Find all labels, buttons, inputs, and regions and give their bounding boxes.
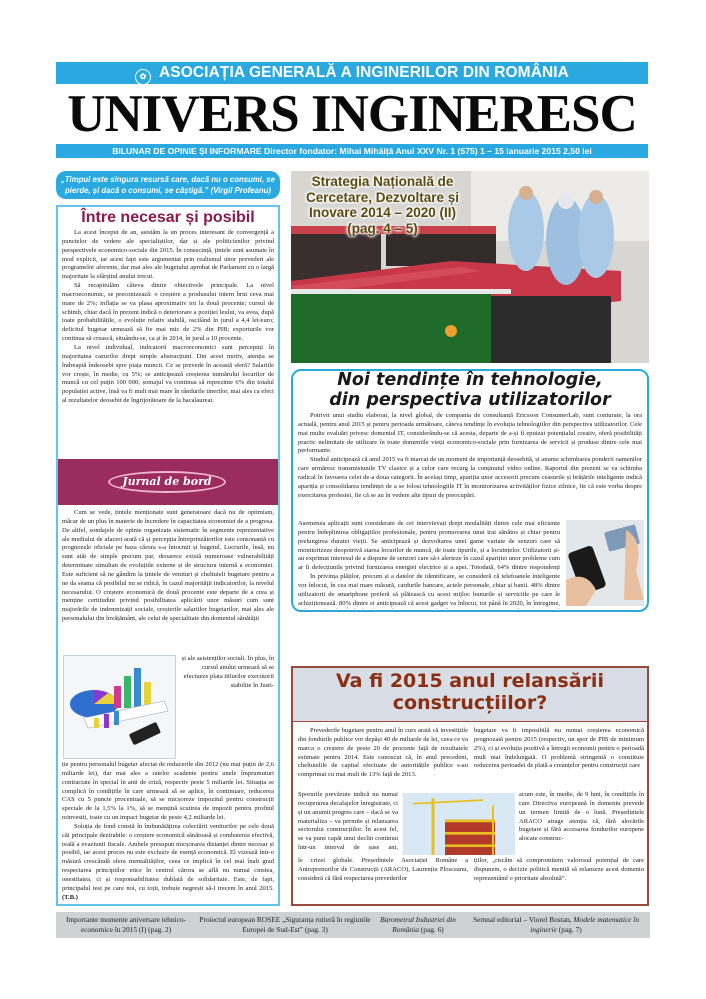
agir-logo-icon: ✿ <box>135 69 151 84</box>
footer-item-text: Importante momente aniversare tehnico-economice în 2015 (I) <box>65 915 187 934</box>
footer-item-text: Semnal editorial – Viorel Bostan, <box>472 915 572 924</box>
issue-info-bar: BILUNAR DE OPINIE ȘI INFORMARE Director fondator: Mihai Mihăiță Anul XXV Nr. 1 (575) 1 – 15 ianuarie 2015 2,50 lei <box>56 144 648 158</box>
article-construction-title-line1: Va fi 2015 anul relansării <box>336 670 604 692</box>
paragraph: țiilor, „riscăm să compromitem valorosul potențial de care dispunem, o decizie politică menită să relanseze acest domeniu reprezentând o prioritate absolută”. <box>474 857 644 882</box>
article-construction-col1-c <box>298 857 468 903</box>
article-editorial-end <box>62 761 274 904</box>
footer-item-text: Proiectul european ROSEE „Siguranța rutieră în regiunile Europei de Sud-Est” <box>199 915 371 934</box>
paragraph: bugetare va fi imposibilă nu numai creșterea economică prognozată pentru 2015 (respectiv, un spor de PIB de minimum 2%), ci și evoluția pozitivă a întregii economii pentru o perioadă mult mai îndelungată. O problemă stringentă o constituie reducerea perioadei de plată a creanțelor pentru construcții care <box>474 727 644 770</box>
article-editorial-body <box>62 509 274 651</box>
charts-illustration-icon <box>64 656 176 759</box>
crane-icon <box>403 793 515 855</box>
association-name: ASOCIAȚIA GENERALĂ A INGINERILOR DIN ROMÂNIA <box>159 64 569 81</box>
footer-item-page: (pag. 7) <box>558 924 582 934</box>
paragraph: La nivel individual, indicatorii macroeconomici sunt percepuți în majoritatea cazurilor drept simple abstracțiuni. Din acest motiv, atenția se îndreaptă îndeosebi spre piața muncii. Ce se prevede în această sferă? Salariile vor crește, în medie, cu 5%; se anticipează creșterea numărului locurilor de muncă cu cel puțin 100 000; șomajul va continua să reprezinte 6% din totalul populației active, însă va fi mult mai mare în rândurile tinerilor, mai ales ca efect al rezultatelor deosebit de îngrijorătoare de la bacalaureat. <box>62 343 274 405</box>
footer-item-page: (pag. 2) <box>148 924 172 934</box>
footer-item-page: (pag. 6) <box>420 924 444 934</box>
feature-photo-caption[interactable]: Strategia Națională de Cercetare, Dezvoltare și Inovare 2014 – 2020 (II) (pag. 4 – 5) <box>305 174 460 236</box>
masthead-title: UNIVERS INGINERESC <box>67 86 637 142</box>
paragraph: Cum se vede, țintele menționate sunt generatoare dacă nu de optimism, măcar de un plus în materie de încredere în capacitatea economiei de a progresa. De altfel, sondajele de opinie organizate sistematic în segmente reprezentative ale mediului de afaceri arată că și percepția întreprinzătorilor este consonantă cu prognozele oficiale pe baza cărora s-a întocmit și bugetul. Lucrurile, însă, nu sunt atât de simple precum par, deoarece există numeroase vulnerabilități determinate simultan de evoluțiile externe și de structura internă a economiei. Este suficient să ne gândim la țintele de venituri și cheltuieli bugetare pentru a ne da seama că posibilul nu se ridică, în cazul majorității indicatorilor, la nivelul necesarului. O creștere economică de două procente este departe de a crea și menține certitudini privind posibilitatea aplicării unor măsuri cum sunt majorările de indemnizații sociale, creșterile salariilor bugetarilor, mai ales ale personalului din învățământ, ale celui de specialitate din domeniul sănătății <box>62 509 274 623</box>
association-banner <box>56 62 648 84</box>
article-tech-title-line1: Noi tendințe în tehnologie, <box>337 370 603 390</box>
paragraph: Prevederile bugetare pentru anul în curs arată că investițiile din fondurile publice vor depăși 40 de miliarde de lei, ceea ce va marca o creștere de peste 20 de procente față de rezultatele estimate pentru 2014. Este cunoscut că, în anul precedent, cheltuielile de capital efectuate de autoritățile publice s-au comprimat cu mai mult de 13% față de 2013. <box>298 727 468 779</box>
footer-item[interactable] <box>196 912 374 938</box>
paragraph: Să recapitulăm câteva dintre obiectivele principale. La nivel macroeconomic, se preconizează: o creștere a produsului intern brut ceva mai mare de 2%; inflația se va plasa aproximativ tot la două procente; cursul de schimb, chiar dacă în prezent indică o deteriorare a poziției leului, va avea, după toate probabilitățile, o evoluție relativ stabilă, oscilând în jurul a 4,4 lei/euro; deficitul bugetar urmează să fie mai mic de 2% din PIB; exporturile vor continua să crească, situându-se, ca și în 2014, în jurul a 10 procente. <box>62 282 274 343</box>
paragraph-text: Soluția de fond constă în îmbunătățirea colectării veniturilor pe cele două căi principale dezirabile: o creștere economică sănătoasă și combaterea efectivă, reală a evaziunii fiscale. Ambele presupun micșorarea distanței dintre necesar și posibil, iar acest proces nu este exclusiv de esență economică. El vizează într-o măsură crescândă sfera mentalităților, ceea ce implică în cel mai înalt grad respectarea principiilor etice în centrul cărora se află nu numai cinstea, onestitatea, ci și responsabilitatea dublată de solidaritate. Este, de fapt, principalul test pe care noi, cu toții, trebuie negreșit să-l trecem în anul 2015. <box>62 822 274 892</box>
article-construction-col1-a <box>298 727 468 789</box>
paragraph: În privința plăților, precum și a datelor de identificare, se consideră că telefoanele inteligente vor înlocui, în cea mai mare măsură, cardurile bancare, actele personale, chiar și banii. 48% dintre utilizatorii de smartphone preferă să plătească cu acest mijloc bunurile și serviciile pe care le achiziționează. 80% dintre ei anticipează că acest gadget va înlocui, tot până în 2020, în întregime, <box>298 573 560 607</box>
article-construction-col2-a <box>474 727 644 789</box>
paragraph: La acest început de an, asistăm la un proces interesant de convergență a punctelor de vedere ale specialiștilor, dar și ale politicienilor privind perspectivele economico-sociale din 2015. În consecință, țintele sunt asumate în mod explicit, iar acest fapt este argumentat prin realismul unor prevederi ale programelor aferente, dar mai ales ale bugetului aprobat de Parlament cu o largă majoritate la sfârșitul anului trecut. <box>62 229 274 281</box>
paragraph: acum este, în medie, de 9 luni, în condițiile în care Directiva europeană în domeniu prevede un termen limită de o lună. Președintele ARACO atrage atenția că, fără alocările bugetare și fără accesarea fondurilor europene alocate construc- <box>519 791 644 843</box>
article-tech-payments <box>298 573 560 609</box>
article-editorial-title: Între necesar și posibil <box>81 209 255 226</box>
paragraph: Studiul anticipează că anul 2015 va fi marcat de un moment de importanță deosebită, și anume schimbarea ponderii oamenilor care urmăresc transmisiunile TV clasice și a celor care recurg la conținutul video online. Raportul din prezent se va schimba radical în favoarea celei de-a doua categorii. În același timp, apariția unor accesorii precum ceasurile și brățările inteligente indică apariția și consolidarea tendinței de a se folosi tehnologiile IT în monitorizarea activităților fizice zilnice, fie că este vorba despre exercitarea profesiei, fie că se au în vedere alte tipuri de preocupări. <box>298 456 642 499</box>
article-tech-title-line2: din perspectiva utilizatorilor <box>329 389 611 410</box>
paragraph: Sporurile prevăzute indică nu numai recuperarea decalajelor înregistrate, ci și un anumit progres care – dacă se va materializa – va permite și relansarea sectorului construcțiilor. În acest fel, se va pune capăt unui declin continuu într-un interval de șase ani, <box>298 791 398 852</box>
footer-item[interactable] <box>374 912 462 938</box>
footer-item-italic: Modele matematice în inginerie <box>530 915 640 934</box>
article-tech-body <box>298 412 642 518</box>
paragraph: ție pentru personalul bugetar afectat de reducerile din 2012 (nu mai puțin de 2,6 miliarde lei), dar mai ales a ratelor scadente pentru unele împrumuturi contractate în special în anii de criză, respectiv peste 5 miliarde lei. Situația se complică în condițiile în care urmează să se aplice, în continuare, reducerea CAS cu 5 puncte procentuale, să se micșoreze impozitul pentru construcții speciale de la 1,5% la 1%, să se mențină scutirea de impozit pentru profitul reinvestit, toate cu un impact bugetar de peste 4,2 miliarde lei. <box>62 761 274 822</box>
article-tech-title <box>296 371 644 410</box>
signature: (T.B.) <box>62 893 78 901</box>
article-construction-title-line2: construcțiilor? <box>392 692 548 714</box>
paragraph <box>62 823 274 903</box>
paragraph: și ale asistenților sociali. În plus, în cursul anului urmează să se efectueze plata titlurilor executorii stabilite în Justi- <box>181 655 274 689</box>
section-label-jurnal-de-bord: Jurnal de bord <box>108 471 226 493</box>
paragraph: Asemenea aplicații sunt considerate de cei intervievați drept modalități dintre cele mai eficiente pentru îndeplinirea obligațiilor profesionale, pentru promovarea unui trai sănătos și chiar pentru prelungirea duratei vieții. Se anticipează și dezvoltarea unei game variate de senzori care să monitorizeze deopotrivă starea locurilor de muncă, de toate tipurile, și a locuințelor. Utilizatorii și-au exprimat interesul de a dispune de senzori care să-i alerteze în cazul apariției unor probleme cum ar fi defecțiunile privind furnizarea energiei electrice și a apei. Totodată, 64% dintre respondenți <box>298 520 560 572</box>
smartphone-card-icon <box>566 520 644 606</box>
article-construction-col2-c <box>474 857 644 903</box>
smartphone-payment-image <box>566 520 644 606</box>
paragraph: le crizei globale. Președintele Asociației Române a Antreprenorilor de Construcții (ARACO), Laurențiu Plosceanu, consideră că fără respectarea prevederilor <box>298 857 468 882</box>
article-tech-body-wrap <box>298 520 560 572</box>
paragraph: Potrivit unui studiu elaborat, la nivel global, de compania de consultanță Ericsson ConsumerLab, sunt conturate, la ora actuală, pentru anul 2015 și pentru perioada următoare, câteva tendințe în evoluția tehnologiilor din perspectiva utilizatorilor. Cele mai multe evaluări privesc domeniul IT, considerându-se că acesta, departe de a-și fi epuizat potențialul creativ, oferă posibilități practic nelimitate de utilizare în toate domeniile vieții economico-sociale prin furnizarea de servicii și produse dintre cele mai performante. <box>298 412 642 455</box>
article-editorial-intro <box>62 229 274 457</box>
construction-crane-image <box>403 793 515 855</box>
footer-item-page: (pag. 3) <box>304 924 328 934</box>
footer-item[interactable] <box>56 912 196 938</box>
quote-box: „Timpul este singura resursă care, dacă nu o consumi, se pierde, și dacă o consumi, se câștigă.” (Virgil Profeanu) <box>56 171 280 199</box>
contents-footer <box>56 912 650 938</box>
article-construction-col2-b <box>519 791 644 853</box>
article-construction-title <box>293 670 647 714</box>
article-construction-col1-b <box>298 791 398 853</box>
footer-item-italic: Barometrul Industriei din România <box>380 915 456 934</box>
article-editorial-wrap <box>180 655 274 759</box>
footer-item[interactable] <box>462 912 650 938</box>
charts-illustration-image <box>63 655 176 759</box>
